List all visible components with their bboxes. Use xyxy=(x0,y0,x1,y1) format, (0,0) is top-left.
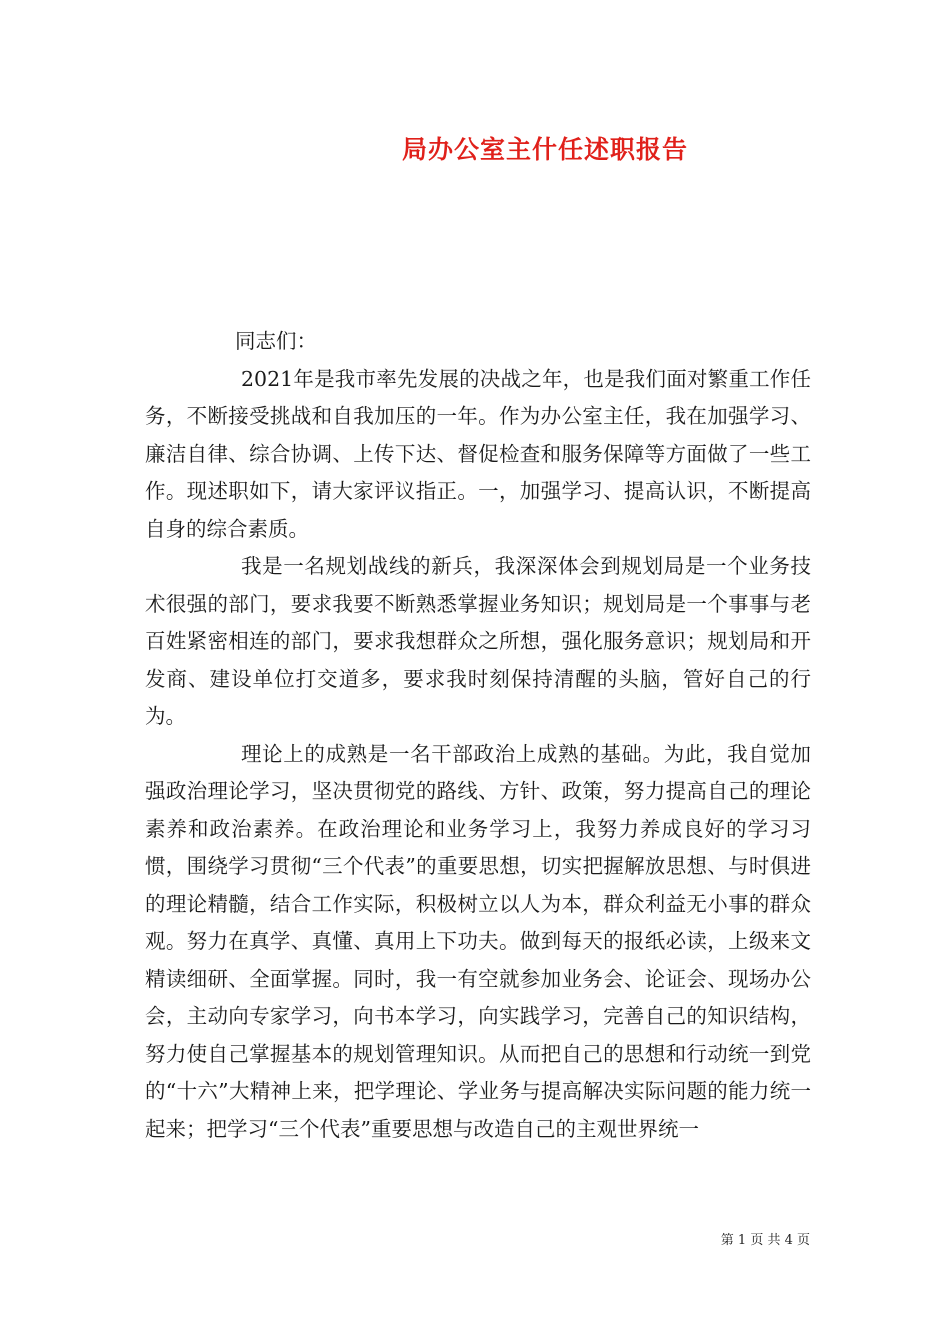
salutation: 同志们： xyxy=(235,329,317,353)
document-title: 局办公室主什任述职报告 xyxy=(401,135,688,164)
paragraph-3: 理论上的成熟是一名干部政治上成熟的基础。为此，我自觉加强政治理论学习，坚决贯彻党的路线、方针、政策，努力提高自己的理论素养和政治素养。在政治理论和业务学习上，我努力养成良好的学习习惯，围绕学习贯彻“三个代表”的重要思想，切实把握解放思想、与时俱进的理论精髓，结合工作实际，积极树立以人为本，群众利益无小事的群众观。努力在真学、真懂、真用上下功夫。做到每天的报纸必读，上级来文精读细研、全面掌握。同时，我一有空就参加业务会、论证会、现场办公会，主动向专家学习，向书本学习，向实践学习，完善自己的知识结构，努力使自己掌握基本的规划管理知识。从而把自己的思想和行动统一到党的“十六”大精神上来，把学理论、学业务与提高解决实际问题的能力统一起来；把学习“三个代表”重要思想与改造自己的主观世界统一 xyxy=(145,741,811,1141)
paragraph-2: 我是一名规划战线的新兵，我深深体会到规划局是一个业务技术很强的部门，要求我要不断熟悉掌握业务知识；规划局是一个事事与老百姓紧密相连的部门，要求我想群众之所想，强化服务意识；规划局和开发商、建设单位打交道多，要求我时刻保持清醒的头脑，管好自己的行为。 xyxy=(145,554,811,728)
paragraph-1: 2021年是我市率先发展的决战之年，也是我们面对繁重工作任务，不断接受挑战和自我加压的一年。作为办公室主任，我在加强学习、廉洁自律、综合协调、上传下达、督促检查和服务保障等方面做了一些工作。现述职如下，请大家评议指正。一，加强学习、提高认识，不断提高自身的综合素质。 xyxy=(145,366,811,541)
document-body xyxy=(145,323,811,1148)
page-number-footer: 第 1 页 共 4 页 xyxy=(720,1233,810,1248)
